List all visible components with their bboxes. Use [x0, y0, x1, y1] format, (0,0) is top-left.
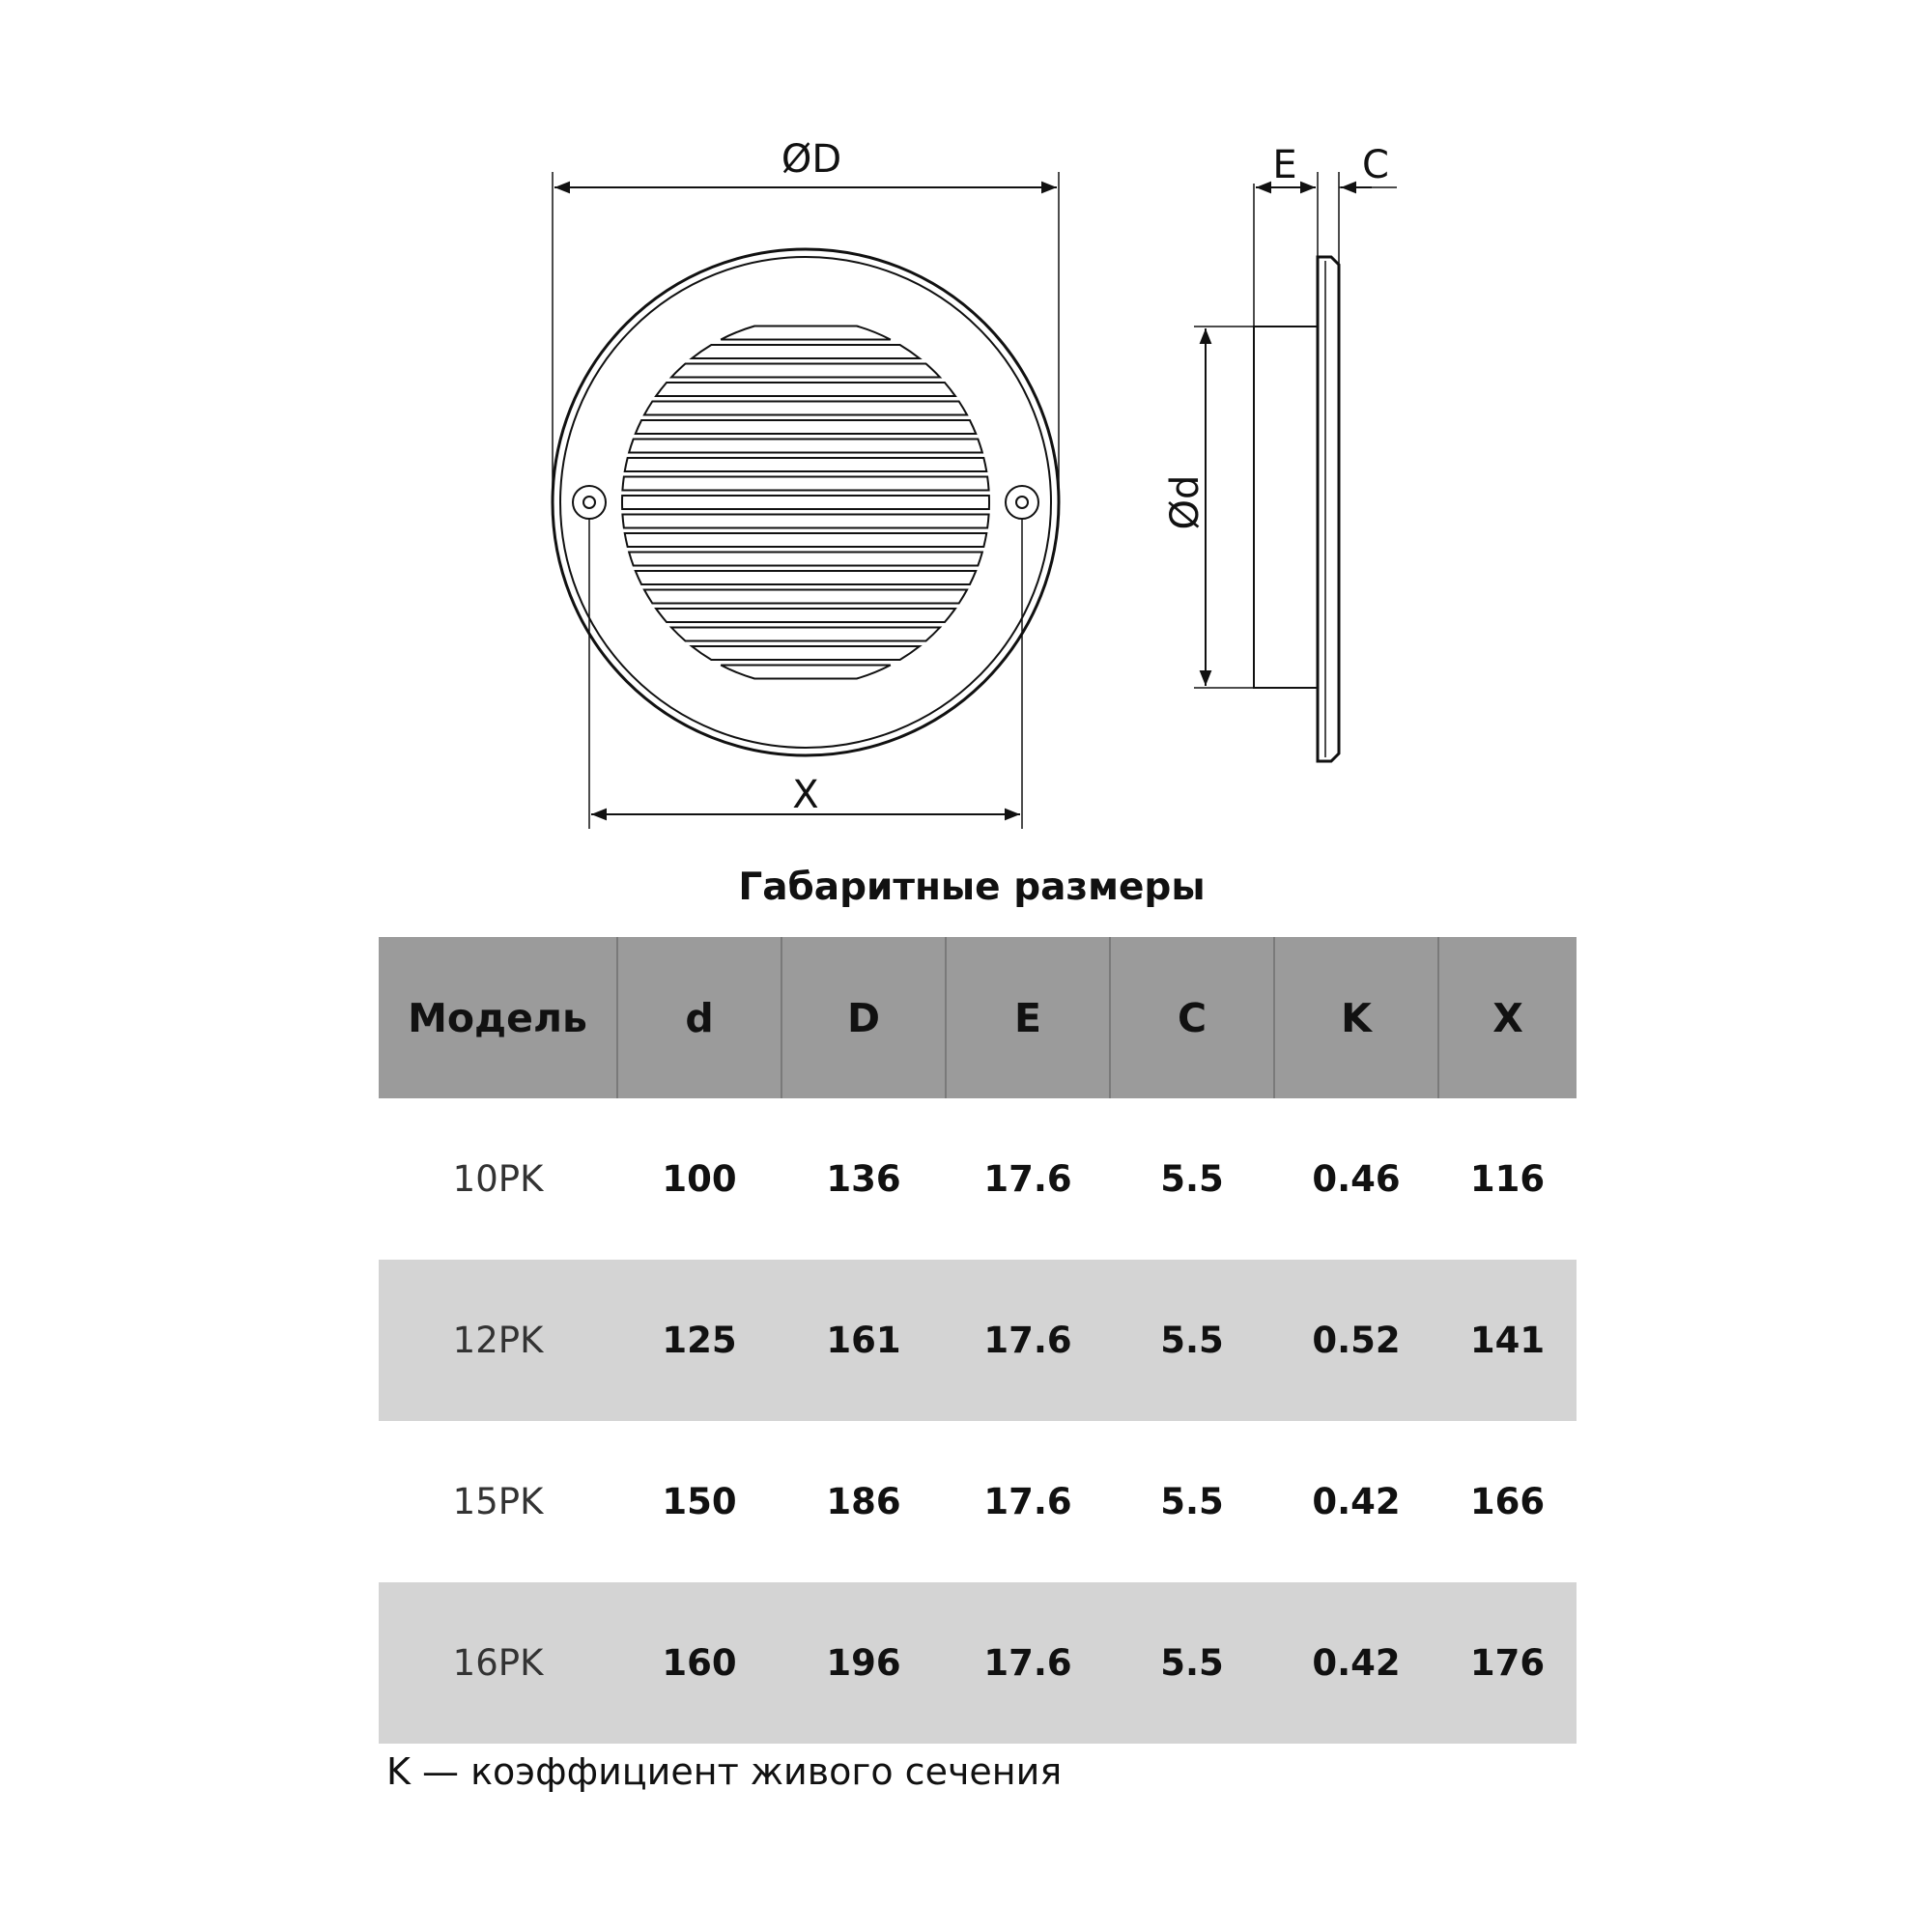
- louver-slat: [622, 515, 988, 528]
- louver-slat: [721, 666, 891, 679]
- table-row: [379, 1098, 1577, 1260]
- header-C: C: [1110, 937, 1274, 1098]
- louver-slat: [625, 458, 987, 471]
- dimension-C-label: C: [1362, 143, 1389, 187]
- cell-K: 0.52: [1274, 1260, 1438, 1421]
- dimensions-table: [379, 937, 1577, 1744]
- cell-C: 5.5: [1160, 1481, 1224, 1522]
- cell-D: 186: [826, 1481, 901, 1522]
- cell-E: 17.6: [983, 1158, 1072, 1200]
- louver-slat: [644, 402, 967, 415]
- cell-model: 10PK: [452, 1158, 544, 1200]
- header-model: Модель: [379, 937, 617, 1098]
- cell-D: 196: [781, 1582, 946, 1744]
- cell-model: 15PK: [452, 1481, 544, 1522]
- louver-slat: [656, 383, 955, 396]
- cell-D: 136: [826, 1158, 901, 1200]
- technical-drawing: [0, 0, 1932, 850]
- cell-C: 5.5: [1110, 1582, 1274, 1744]
- side-view: [1194, 172, 1397, 761]
- louver-slat: [636, 571, 976, 584]
- table-title: Габаритные размеры: [738, 866, 1206, 909]
- cell-X: 141: [1438, 1260, 1577, 1421]
- louver-slat: [622, 496, 989, 509]
- footnote: K — коэффициент живого сечения: [386, 1750, 1063, 1793]
- cell-d: 125: [617, 1260, 781, 1421]
- screw-hole-right: [1006, 486, 1038, 519]
- table-row: [379, 1260, 1577, 1421]
- cell-X: 166: [1469, 1481, 1546, 1522]
- louver-slat: [644, 590, 967, 604]
- dimension-d-label: Ød: [1163, 474, 1208, 530]
- louver-slat: [692, 345, 920, 358]
- side-flange: [1318, 257, 1339, 761]
- dimension-D-label: ØD: [781, 137, 842, 182]
- cell-E: 17.6: [946, 1260, 1110, 1421]
- inner-rim: [560, 257, 1051, 748]
- side-collar: [1254, 327, 1318, 688]
- cell-model: 16PK: [379, 1582, 617, 1744]
- cell-E: 17.6: [983, 1481, 1072, 1522]
- louver-slat: [671, 364, 940, 378]
- table-row: [379, 1421, 1577, 1582]
- cell-X: 116: [1469, 1158, 1546, 1200]
- cell-K: 0.46: [1312, 1158, 1401, 1200]
- dimension-X-label: X: [792, 773, 819, 817]
- screw-hole-left: [573, 486, 606, 519]
- louver-slats: [622, 327, 989, 679]
- cell-C: 5.5: [1110, 1260, 1274, 1421]
- table-row: [379, 1582, 1577, 1744]
- cell-K: 0.42: [1274, 1582, 1438, 1744]
- louver-slat: [721, 327, 891, 340]
- louver-slat: [636, 420, 976, 434]
- cell-d: 160: [617, 1582, 781, 1744]
- louver-slat: [622, 477, 988, 491]
- louver-slat: [629, 440, 982, 453]
- louver-slat: [656, 609, 955, 622]
- header-d: d: [617, 937, 781, 1098]
- louver-slat: [629, 553, 982, 566]
- dimension-E-label: E: [1272, 143, 1297, 187]
- cell-C: 5.5: [1160, 1158, 1224, 1200]
- cell-K: 0.42: [1312, 1481, 1401, 1522]
- louver-slat: [625, 533, 987, 547]
- header-X: X: [1438, 937, 1577, 1098]
- cell-E: 17.6: [946, 1582, 1110, 1744]
- louver-slat: [692, 646, 920, 660]
- front-view: [553, 172, 1059, 829]
- cell-d: 150: [662, 1481, 737, 1522]
- cell-X: 176: [1438, 1582, 1577, 1744]
- cell-d: 100: [662, 1158, 737, 1200]
- header-E: E: [946, 937, 1110, 1098]
- cell-model: 12PK: [379, 1260, 617, 1421]
- cell-D: 161: [781, 1260, 946, 1421]
- louver-slat: [671, 628, 940, 641]
- header-K: K: [1274, 937, 1438, 1098]
- header-D: D: [781, 937, 946, 1098]
- table-header-row: [379, 937, 1577, 1098]
